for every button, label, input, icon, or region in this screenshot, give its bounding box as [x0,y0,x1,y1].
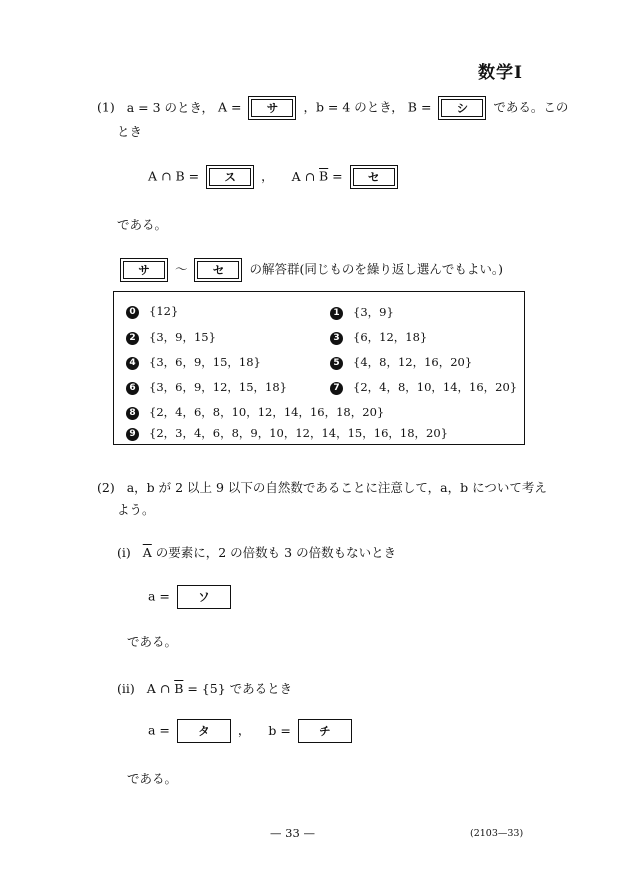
choice-number-icon: 8 [126,407,139,420]
answer-box-se[interactable] [350,165,398,189]
q2-i-number: (i) [117,545,131,560]
choice-number-icon: 6 [126,382,139,395]
q2-line2: よう。 [117,502,155,517]
choice-6[interactable] [126,379,287,395]
answer-box-ta-label: タ [198,724,210,738]
answer-box-chi[interactable] [298,719,352,743]
choice-number-icon: 5 [330,357,343,370]
q2-ii-eq-a-left: a = [148,722,170,738]
q1-line1 [97,96,568,120]
q2-ii-line [117,679,292,697]
choice-number-icon: 3 [330,332,343,345]
answer-group-box-end [194,258,242,282]
answer-box-se-label: セ [353,168,395,186]
q1-number: (1) [97,99,115,115]
choice-1[interactable] [330,304,394,320]
answer-group-label: の解答群(同じものを繰り返し選んでもよい。) [249,261,503,277]
choices-box [113,291,525,445]
q1-B-eq: B = [407,99,432,115]
q2-i-line [117,543,396,561]
answer-box-shi-label: シ [441,99,483,117]
choice-value: {12} [149,304,179,318]
choice-number-icon: 1 [330,307,343,320]
choice-number-icon: 0 [126,306,139,319]
q1-conclusion: である。 [117,217,168,232]
answer-box-shi[interactable] [438,96,486,120]
q2-i-conclusion: である。 [127,634,178,649]
q2-i-eq-left: a = [148,588,170,604]
answer-group-box-start [120,258,168,282]
q2-line1 [97,478,547,496]
q2-ii-eq-b-left: b = [268,722,291,738]
eq2-left-b: $\overline{B}$ [319,168,329,184]
choice-4[interactable] [126,354,261,370]
choice-number-icon: 4 [126,357,139,370]
q2-ii-comma: ， [237,722,251,738]
q1-b-condition: ，b = 4 のとき， [303,99,404,115]
answer-group-header [117,258,503,282]
choice-2[interactable] [126,329,216,345]
answer-box-so-label: ソ [198,590,210,604]
q2-ii-eq [148,719,355,743]
answer-box-sa[interactable] [248,96,296,120]
choice-0[interactable] [126,304,178,319]
eq1-left: A ∩ B = [148,168,200,184]
exam-code: (2103—33) [470,828,524,839]
choice-number-icon: 9 [126,428,139,441]
answer-box-chi-label: チ [319,724,331,738]
answer-group-box-start-label: サ [123,261,165,279]
choice-number-icon: 7 [330,382,343,395]
choice-value: {3，9} [353,305,394,319]
eq2-left-c: = [328,168,343,184]
q1-A-eq: A = [218,99,242,115]
answer-box-sa-label: サ [251,99,293,117]
q2-ii-conclusion: である。 [127,771,178,786]
q1-toki: とき [117,124,143,139]
q2-i-eq [148,585,234,609]
q2-text: a，b が 2 以上 9 以下の自然数であることに注意して，a，b について考え [126,480,547,495]
choice-number-icon: 2 [126,332,139,345]
answer-group-box-end-label: セ [197,261,239,279]
q2-ii-text-c: = {5} であるとき [183,681,293,696]
q2-ii-number: (ii) [117,681,135,696]
q2-ii-set-B: $\overline{B}$ [174,681,184,696]
choice-value: {3，9，15} [149,330,216,344]
choice-value: {6，12，18} [353,330,428,344]
subject-title: 数学Ⅰ [478,63,523,83]
q1-dearu: である。この [493,99,569,115]
q2-i-text: の要素に，2 の倍数も 3 の倍数もないとき [151,545,397,560]
eq1-comma: ， [261,168,274,184]
choice-3[interactable] [330,329,427,345]
answer-box-ta[interactable] [177,719,231,743]
answer-box-su-label: ス [209,168,251,186]
choice-7[interactable] [330,379,517,395]
q2-ii-text-a: A ∩ [146,681,175,696]
choice-value: {2，3，4，6，8，9，10，12，14，15，16，18，20} [149,426,448,440]
choice-value: {4，8，12，16，20} [353,355,473,369]
answer-box-su[interactable] [206,165,254,189]
choice-8[interactable] [126,404,384,420]
choice-value: {2，4，8，10，14，16，20} [353,380,518,394]
page-number: — 33 — [270,826,315,840]
choice-5[interactable] [330,354,472,370]
q2-i-set-A: $\overline{A}$ [142,545,152,560]
eq2-left-a: A ∩ [291,168,320,184]
q1-a-condition: a = 3 のとき， [126,99,215,115]
q1-equations [148,165,401,189]
answer-group-tilde: 〜 [174,261,188,277]
choice-value: {3，6，9，12，15，18} [149,380,287,394]
choice-9[interactable] [126,425,448,441]
choice-value: {2，4，6，8，10，12，14，16，18，20} [149,405,385,419]
answer-box-so[interactable] [177,585,231,609]
q2-number: (2) [97,480,115,495]
choice-value: {3，6，9，15，18} [149,355,261,369]
